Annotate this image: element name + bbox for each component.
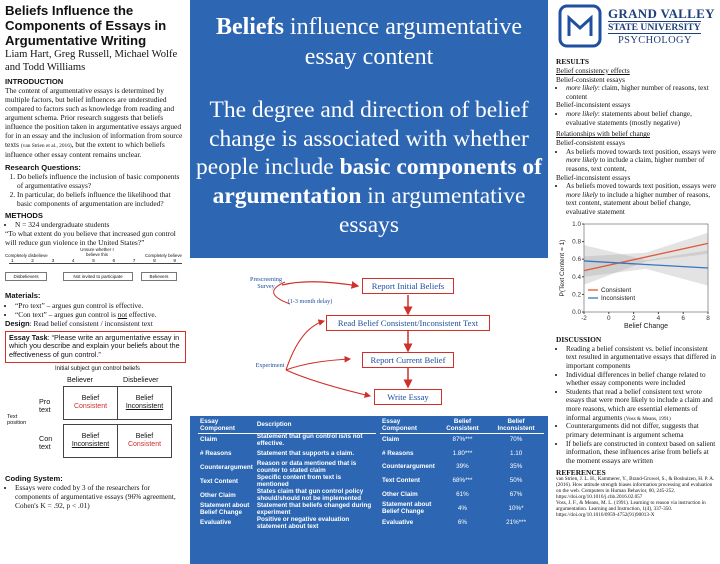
table-cell: 21%*** bbox=[506, 518, 527, 526]
rel-consistent-label: Belief-consistent essays bbox=[556, 139, 625, 147]
discussion-item: • If beliefs are constructed in context based on salient information, these influences arise from beliefs at the moment essays are written bbox=[566, 440, 717, 466]
design-grid bbox=[5, 366, 186, 474]
rq-item: 2. In particular, do beliefs influence the likelihood that basic components of argumentation are included? bbox=[17, 190, 186, 208]
table-row bbox=[380, 489, 544, 503]
flow-prescreen-label: Prescreening Survey bbox=[250, 276, 282, 291]
gvsu-logo bbox=[556, 2, 716, 52]
table-cell: Counterargument bbox=[382, 463, 435, 471]
rq-heading: Research Questions: bbox=[5, 162, 81, 172]
scale-tick: 6 bbox=[112, 259, 116, 265]
table-cell: 50% bbox=[509, 477, 523, 485]
scale-tick: 2 bbox=[31, 259, 34, 265]
grid-cell-pro-disbeliever: Belief Inconsistent bbox=[117, 386, 172, 420]
scale-group-not-invited: Not invited to participate bbox=[63, 272, 133, 281]
table-cell: 35% bbox=[509, 463, 523, 471]
y-tick-label: 0.6 bbox=[572, 255, 581, 263]
reference-2: Voss, J. F., & Means, M. L. (1991). Learning to reason via instruction in argumentation. Learning and Instruction, 1(4), 337-350. https://doi.org/10.1016/0959-4752(91)90013-X bbox=[556, 500, 706, 519]
table-row bbox=[198, 489, 376, 503]
y-tick-label: 1.0 bbox=[572, 220, 581, 228]
list-item: • As beliefs moved towards text position, essays were more likely to include a higher number of reasons, text content, statement about belief change, evaluative statement bbox=[566, 182, 717, 217]
materials-pro: • “Pro text” – argues gun control is effective. bbox=[15, 301, 186, 310]
results-heading: RESULTS bbox=[556, 57, 590, 66]
x-tick-label: 6 bbox=[681, 314, 685, 322]
main-headline: Beliefs influence argumentative essay content bbox=[215, 14, 523, 70]
gvsu-logo-icon bbox=[558, 4, 602, 48]
coding-heading: Coding System: bbox=[5, 473, 63, 483]
materials-con: • “Con text” – argues gun control is not effective. bbox=[15, 310, 186, 319]
reference-1: van Strien, J. L. H., Kammerer, Y., Brand-Gruwel, S., & Boshuizen, H. P. A. (2016). How attitude strength biases information processing and evaluation on the web. Computers in Human Behavior, 60, 245-252. https://doi.org/10.1016/j.chb.2016.02.057 bbox=[556, 476, 715, 501]
table-cell: Evaluative bbox=[382, 518, 414, 526]
table-row bbox=[380, 516, 544, 530]
flow-step-current-belief: Report Current Belief bbox=[362, 352, 454, 368]
bc-consistent-label: Belief-consistent essays bbox=[556, 75, 625, 84]
scale-right-label: Completely believe bbox=[144, 253, 182, 259]
poster-authors: Liam Hart, Greg Russell, Michael Wolfe and Todd Williams bbox=[5, 49, 178, 73]
coding-text: • Essays were coded by 3 of the researchers for components of argumentative essays (96% agreement, Cohen's K = .92, p < .01) bbox=[15, 483, 186, 510]
table-row bbox=[380, 447, 544, 461]
grid-cell-con-disbeliever: Belief Consistent bbox=[117, 424, 172, 458]
essay-task-box: Essay Task: “Please write an argumentative essay in which you describe and explain your beliefs about the effectiveness of gun control.” bbox=[5, 331, 186, 363]
x-tick-label: -2 bbox=[581, 314, 587, 322]
table-cell: States claim that gun control policy should/should not be implemented bbox=[256, 488, 364, 503]
scale-line bbox=[9, 263, 182, 264]
list-item: • As beliefs moved towards text position, essays were more likely to include a claim, higher number of reasons, text content, bbox=[566, 148, 717, 174]
grid-col-believer: Believer bbox=[67, 374, 93, 384]
rq-list bbox=[5, 172, 186, 208]
table-header: Essay Component Description bbox=[198, 419, 376, 433]
table-cell: 10%* bbox=[508, 504, 524, 512]
bc-inconsistent-list bbox=[556, 110, 717, 127]
grid-col-disbeliever: Disbeliever bbox=[123, 374, 159, 384]
table-cell: Other Claim bbox=[382, 490, 418, 498]
table-cell: 4% bbox=[457, 504, 468, 512]
table-cell: 61% bbox=[456, 490, 469, 498]
table-row bbox=[198, 433, 376, 447]
table-cell: 70% bbox=[509, 436, 523, 444]
scale-tick: 8 bbox=[153, 259, 156, 265]
flow-step-read-text: Read Belief Consistent/Inconsistent Text bbox=[326, 315, 490, 331]
scale-tick: 3 bbox=[51, 259, 55, 265]
coding-list bbox=[5, 483, 186, 510]
bc-effects-heading: Belief consistency effects bbox=[556, 66, 630, 75]
table-row bbox=[198, 503, 376, 517]
y-tick-label: 0.0 bbox=[572, 308, 581, 316]
materials-list bbox=[5, 301, 186, 319]
flow-delay-label: (1-3 month delay) bbox=[287, 298, 333, 305]
scale-tick: 7 bbox=[132, 259, 136, 265]
scale-mid-label: Unsure whether I believe this bbox=[80, 247, 114, 258]
table-cell: Specific content from text is mentioned bbox=[256, 474, 342, 489]
discussion-list bbox=[556, 345, 717, 466]
discussion-citation: (Voss & Means, 1991) bbox=[624, 415, 671, 422]
table-cell: Statement about Belief Change bbox=[200, 502, 250, 516]
grid-caption: Initial subject gun control beliefs bbox=[55, 365, 141, 372]
table-cell: Evaluative bbox=[200, 519, 232, 527]
methods-heading: METHODS bbox=[5, 211, 43, 221]
discussion-item: • Individual differences in belief change related to whether essay components were included bbox=[566, 371, 717, 388]
table-cell: Text Content bbox=[382, 477, 421, 485]
table-cell: Text Content bbox=[200, 477, 239, 485]
table-cell: # Reasons bbox=[382, 449, 414, 457]
list-item: • more likely: statements about belief change, evaluative statements (mostly negative) bbox=[566, 110, 717, 127]
flow-step-initial-beliefs: Report Initial Beliefs bbox=[362, 278, 454, 294]
components-table bbox=[198, 419, 376, 531]
logo-line1: GRAND VALLEY bbox=[608, 6, 715, 21]
table-header: Essay Component Belief Consistent Belief Inconsistent bbox=[380, 419, 544, 433]
x-tick-label: 4 bbox=[656, 314, 661, 322]
table-cell: Statement that supports a claim. bbox=[256, 450, 355, 458]
center-panel bbox=[190, 0, 548, 564]
x-tick-label: 0 bbox=[607, 314, 611, 322]
table-cell: 67% bbox=[509, 490, 523, 498]
design-line: Design: Read belief consistent / inconsistent text bbox=[5, 318, 153, 328]
scale-group-believers: Believers bbox=[141, 272, 177, 281]
left-column bbox=[0, 0, 190, 564]
intro-citation: (van Strien et al., 2016) bbox=[20, 143, 72, 150]
methods-question: “To what extent do you believe that increased gun control will reduce gun violence in the United States?” bbox=[5, 229, 176, 248]
table-cell: Claim bbox=[200, 436, 218, 444]
y-axis-label: P(Text Content = 1) bbox=[559, 239, 566, 297]
table-cell: 6% bbox=[457, 518, 468, 526]
grid-row-pro: Pro text bbox=[39, 396, 51, 414]
list-item: • more likely: claim, higher number of reasons, text content bbox=[566, 84, 717, 101]
table-cell: 87%*** bbox=[452, 436, 473, 444]
x-tick-label: 2 bbox=[631, 314, 636, 322]
methods-list bbox=[5, 220, 186, 229]
bc-consistent-list bbox=[556, 84, 717, 101]
scale-tick: 1 bbox=[11, 259, 14, 265]
logo-line2: STATE UNIVERSITY bbox=[608, 22, 701, 33]
table-cell: Statement that beliefs changed during experiment bbox=[256, 502, 372, 516]
discussion-item: • Reading a belief consistent vs. belief inconsistent text resulted in argumentative essays that differed in important components bbox=[566, 345, 717, 371]
table-cell: Statement that gun control is/is not effective. bbox=[256, 432, 363, 447]
table-row bbox=[380, 502, 544, 516]
rel-inconsistent-list bbox=[556, 182, 717, 217]
scale-tick: 4 bbox=[71, 259, 75, 265]
table-cell: Other Claim bbox=[200, 491, 236, 499]
belief-scale bbox=[5, 249, 186, 291]
rq-item: 1. Do beliefs influence the inclusion of basic components of argumentative essays? bbox=[17, 172, 186, 190]
table-cell: Counterargument bbox=[200, 463, 253, 471]
table-row bbox=[380, 433, 544, 447]
legend-entry: Inconsistent bbox=[601, 294, 636, 302]
table-row bbox=[380, 475, 544, 489]
table-cell: Positive or negative evaluation statement about text bbox=[256, 515, 350, 530]
logo-line3: PSYCHOLOGY bbox=[618, 35, 692, 46]
materials-heading: Materials: bbox=[5, 291, 41, 301]
intro-text: The content of argumentative essays is determined by multiple factors, but belief influences are understudied compared to factors such as knowledge from reading and argument schema. Prior research suggests that beliefs influence the position taken in argumentative essays argued for in an essay and the inclusion of information from source texts (van Strien et al., 2016), but the extent to which beliefs influence other essay content remains unclear. bbox=[5, 85, 183, 159]
key-finding: The degree and direction of belief change is associated with whether people include basic components of argumentation in argumentative essays bbox=[196, 97, 542, 238]
poster-title: Beliefs Influence the Components of Essays in Argumentative Writing bbox=[5, 3, 167, 48]
bc-inconsistent-label: Belief-inconsistent essays bbox=[556, 101, 631, 110]
procedure-flowchart bbox=[190, 258, 548, 416]
table-row bbox=[198, 475, 376, 489]
table-row bbox=[198, 448, 376, 462]
scale-left-label: Completely disbelieve bbox=[5, 253, 48, 259]
table-cell: 39% bbox=[456, 463, 469, 471]
table-row bbox=[198, 517, 376, 531]
table-cell: # Reasons bbox=[200, 450, 232, 458]
y-tick-label: 0.8 bbox=[572, 238, 581, 246]
discussion-item: • Counterarguments did not differ, suggests that primary determinant is argument schema bbox=[566, 422, 717, 439]
table-cell: 68%*** bbox=[452, 477, 473, 485]
discussion-heading: DISCUSSION bbox=[556, 334, 602, 344]
discussion-item: • Students that read a belief consistent text wrote essays that were more likely to include a claim and more reasons, which are essential elements of informal arguments (Voss & Means, 1991) bbox=[566, 388, 717, 423]
table-row bbox=[380, 461, 544, 475]
table-cell: 1.10 bbox=[509, 449, 523, 457]
y-tick-label: 0.2 bbox=[572, 291, 581, 299]
table-cell: 1.80*** bbox=[452, 449, 473, 457]
grid-cell-pro-believer: Belief Consistent bbox=[63, 386, 118, 420]
relationships-heading: Relationships with belief change bbox=[556, 130, 651, 139]
rel-inconsistent-label: Belief-inconsistent essays bbox=[556, 173, 631, 182]
grid-row-con: Con text bbox=[39, 433, 53, 451]
references-heading: REFERENCES bbox=[556, 467, 606, 477]
scale-tick: 9 bbox=[173, 259, 177, 265]
y-tick-label: 0.4 bbox=[572, 273, 581, 281]
table-cell: Claim bbox=[382, 436, 400, 444]
scale-group-disbelievers: Disbelievers bbox=[5, 272, 47, 281]
table-cell: Reason or data mentioned that is counter to stated claim bbox=[256, 460, 357, 475]
right-column bbox=[548, 0, 720, 564]
intro-heading: INTRODUCTION bbox=[5, 76, 64, 86]
rel-consistent-list bbox=[556, 148, 717, 174]
table-cell: Statement about Belief Change bbox=[382, 501, 432, 516]
results-table bbox=[380, 419, 544, 530]
belief-change-chart bbox=[556, 218, 716, 334]
flow-step-write-essay: Write Essay bbox=[374, 389, 442, 405]
flow-experiment-label: Experiment bbox=[255, 362, 285, 369]
x-tick-label: 8 bbox=[706, 314, 710, 322]
x-axis-label: Belief Change bbox=[624, 322, 668, 330]
grid-side-label: Text position bbox=[7, 413, 27, 427]
table-row bbox=[198, 461, 376, 475]
methods-n: • N = 324 undergraduate students bbox=[15, 220, 186, 229]
legend-entry: Consistent bbox=[601, 286, 632, 294]
grid-cell-con-believer: Belief Inconsistent bbox=[63, 424, 118, 458]
scale-tick: 5 bbox=[92, 259, 95, 265]
